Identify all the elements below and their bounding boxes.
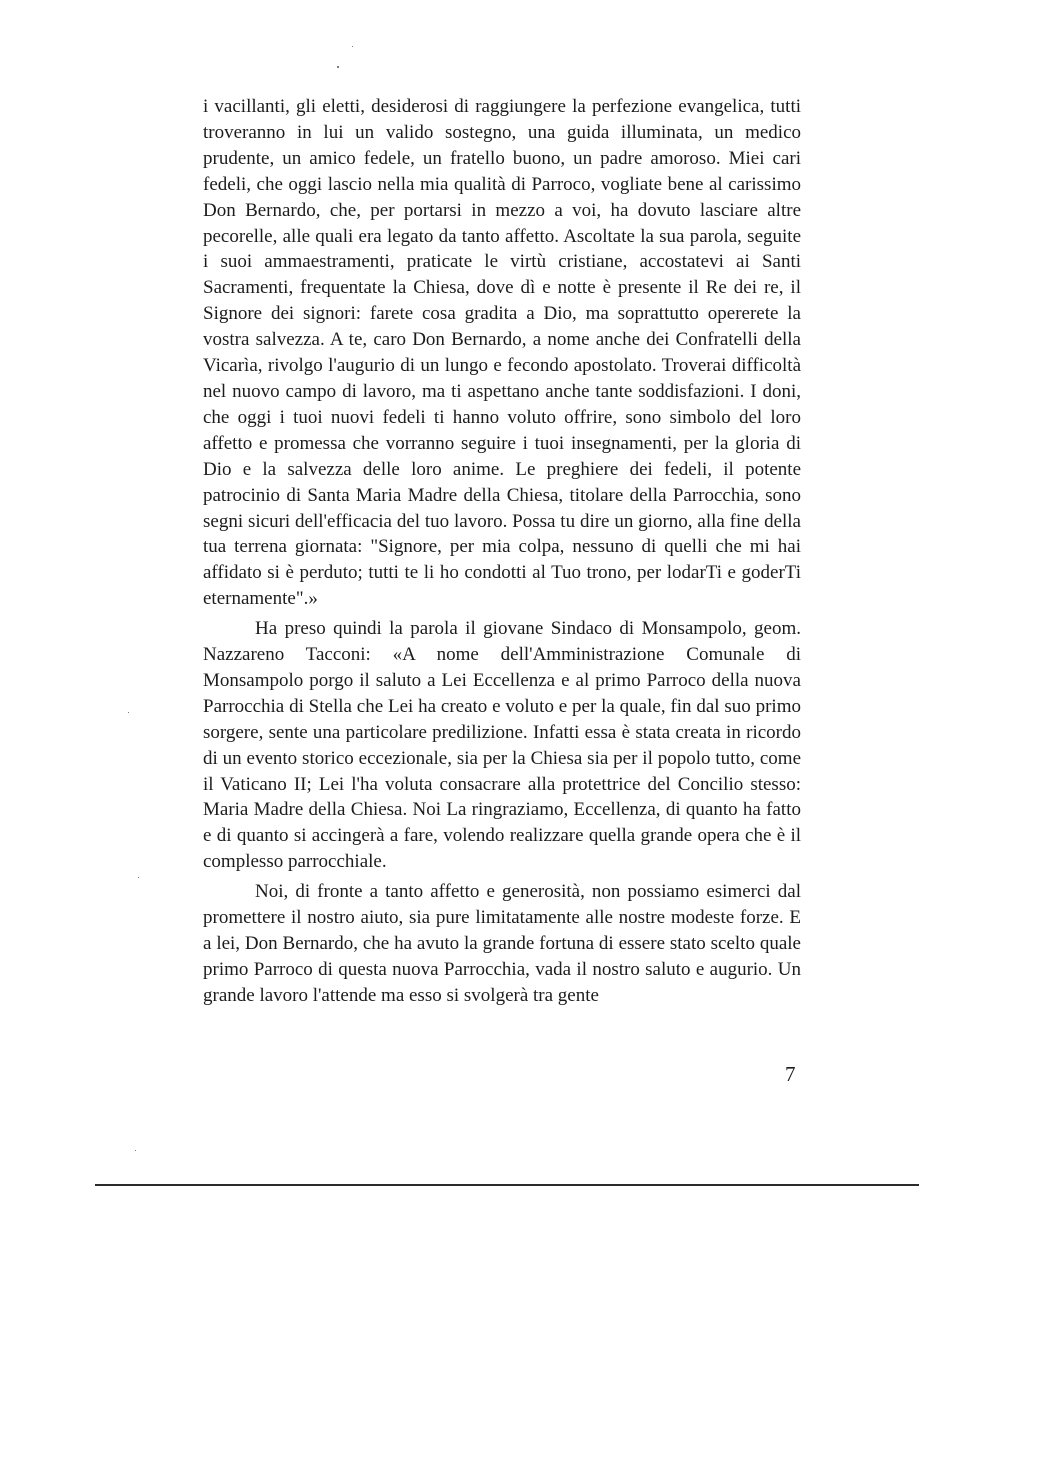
scan-speck	[135, 1150, 136, 1151]
scan-speck	[128, 712, 129, 713]
bottom-rule	[95, 1184, 919, 1186]
paragraph-1: i vacillanti, gli eletti, desiderosi di raggiungere la perfezione evangelica, tutti troveranno in lui un valido sostegno, una guida illuminata, un medico prudente, un amico fedele, un fratello buono, un padre amoroso. Miei cari fedeli, che oggi lascio nella mia qualità di Parroco, vogliate bene al carissimo Don Bernardo, che, per portarsi in mezzo a voi, ha dovuto lasciare altre pecorelle, alle quali era legato da tanto affetto. Ascoltate la sua parola, seguite i suoi ammaestramenti, praticate le virtù cristiane, accostatevi ai Santi Sacramenti, frequentate la Chiesa, dove dì e notte è presente il Re dei re, il Signore dei signori: farete cosa gradita a Dio, ma soprattutto opererete la vostra salvezza. A te, caro Don Bernardo, a nome anche dei Confratelli della Vicarìa, rivolgo l'augurio di un lungo e fecondo apostolato. Troverai difficoltà nel nuovo campo di lavoro, ma ti aspettano anche tante soddisfazioni. I doni, che oggi i tuoi nuovi fedeli ti hanno voluto offrire, sono simbolo del loro affetto e promessa che vorranno seguire i tuoi insegnamenti, per la gloria di Dio e la salvezza delle loro anime. Le preghiere dei fedeli, il potente patrocinio di Santa Maria Madre della Chiesa, titolare della Parrocchia, sono segni sicuri dell'efficacia del tuo lavoro. Possa tu dire un giorno, alla fine della tua terrena giornata: "Signore, per mia colpa, nessuno di quelli che mi hai affidato si è perduto; tutti te li ho condotti al Tuo trono, per lodarTi e goderTi eternamente".»	[203, 96, 801, 610]
page-number: 7	[785, 1062, 796, 1086]
paragraph-3: Noi, di fronte a tanto affetto e generosità, non possiamo esimerci dal promettere il nostro aiuto, sia pure limitatamente alle nostre modeste forze. E a lei, Don Bernardo, che ha avuto la grande fortuna di essere stato scelto quale primo Parroco di questa nuova Parrocchia, vada il nostro saluto e augurio. Un grande lavoro l'attende ma esso si svolgerà tra gente	[203, 881, 801, 1006]
scan-speck	[352, 46, 353, 47]
body-text	[203, 94, 801, 1009]
scan-speck	[138, 877, 139, 878]
paragraph-2: Ha preso quindi la parola il giovane Sindaco di Monsampolo, geom. Nazzareno Tacconi: «A nome dell'Amministrazione Comunale di Monsampolo porgo il saluto a Lei Eccellenza e al primo Parroco della nuova Parrocchia di Stella che Lei ha creato e voluto e per la quale, fin dal suo primo sorgere, sente una particolare predilizione. Infatti essa è stata creata in ricordo di un evento storico eccezionale, sia per la Chiesa sia per il popolo tutto, come il Vaticano II; Lei l'ha voluta consacrare alla protettrice del Concilio stesso: Maria Madre della Chiesa. Noi La ringraziamo, Eccellenza, di quanto ha fatto e di quanto si accingerà a fare, volendo realizzare quella grande opera che è il complesso parrocchiale.	[203, 618, 801, 873]
scan-speck	[337, 66, 339, 68]
